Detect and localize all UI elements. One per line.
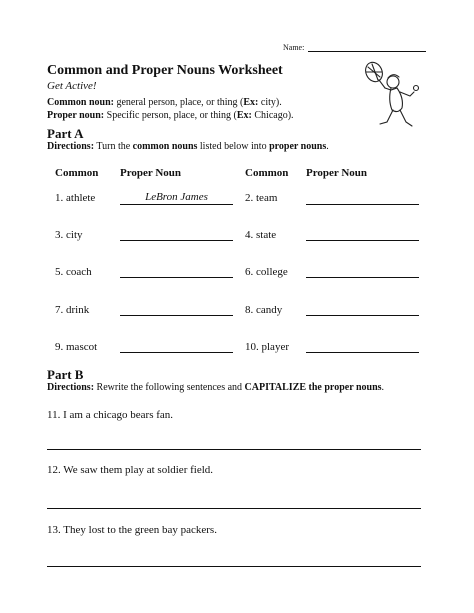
rewrite-line[interactable] bbox=[47, 508, 421, 509]
list-item: 6. college bbox=[245, 266, 288, 278]
list-item: 2. team bbox=[245, 192, 278, 204]
answer-line[interactable] bbox=[120, 352, 233, 353]
col-common-left: Common bbox=[55, 167, 99, 179]
name-label: Name: bbox=[283, 43, 305, 52]
answer-line[interactable] bbox=[120, 315, 233, 316]
sentence-item: 11. I am a chicago bears fan. bbox=[47, 409, 174, 421]
list-item: 3. city bbox=[55, 229, 83, 241]
answer-line[interactable] bbox=[120, 277, 233, 278]
list-item: 8. candy bbox=[245, 304, 283, 316]
list-item: 9. mascot bbox=[55, 341, 98, 353]
answer-line[interactable] bbox=[306, 352, 419, 353]
sentence-item: 12. We saw them play at soldier field. bbox=[47, 464, 214, 476]
list-item: 10. player bbox=[245, 341, 289, 353]
worksheet-subtitle: Get Active! bbox=[47, 80, 97, 92]
list-item: 5. coach bbox=[55, 266, 92, 278]
common-noun-definition: Common noun: general person, place, or thing (Ex: city). bbox=[47, 97, 282, 108]
rewrite-line[interactable] bbox=[47, 566, 421, 567]
col-proper-left: Proper Noun bbox=[120, 167, 182, 179]
answer-line[interactable] bbox=[306, 315, 419, 316]
tennis-player-icon bbox=[360, 58, 424, 150]
answer-line[interactable] bbox=[306, 277, 419, 278]
answer-line[interactable] bbox=[306, 240, 419, 241]
part-a-directions: Directions: Turn the common nouns listed below into proper nouns. bbox=[47, 141, 329, 152]
part-b-title: Part B bbox=[47, 367, 84, 382]
part-a-title: Part A bbox=[47, 126, 84, 141]
col-proper-right: Proper Noun bbox=[306, 167, 368, 179]
example-answer: LeBron James bbox=[145, 191, 208, 203]
col-common-right: Common bbox=[245, 167, 289, 179]
rewrite-line[interactable] bbox=[47, 449, 421, 450]
list-item: 1. athlete bbox=[55, 192, 96, 204]
worksheet-title: Common and Proper Nouns Worksheet bbox=[47, 63, 283, 78]
list-item: 7. drink bbox=[55, 304, 90, 316]
part-b-directions: Directions: Rewrite the following sentences and CAPITALIZE the proper nouns. bbox=[47, 382, 385, 393]
list-item: 4. state bbox=[245, 229, 277, 241]
answer-line[interactable] bbox=[120, 240, 233, 241]
answer-line[interactable] bbox=[306, 204, 419, 205]
sentence-item: 13. They lost to the green bay packers. bbox=[47, 524, 217, 536]
name-line[interactable] bbox=[308, 43, 426, 52]
name-field[interactable] bbox=[283, 43, 426, 52]
answer-line[interactable] bbox=[120, 204, 233, 205]
proper-noun-definition: Proper noun: Specific person, place, or thing (Ex: Chicago). bbox=[47, 110, 294, 121]
